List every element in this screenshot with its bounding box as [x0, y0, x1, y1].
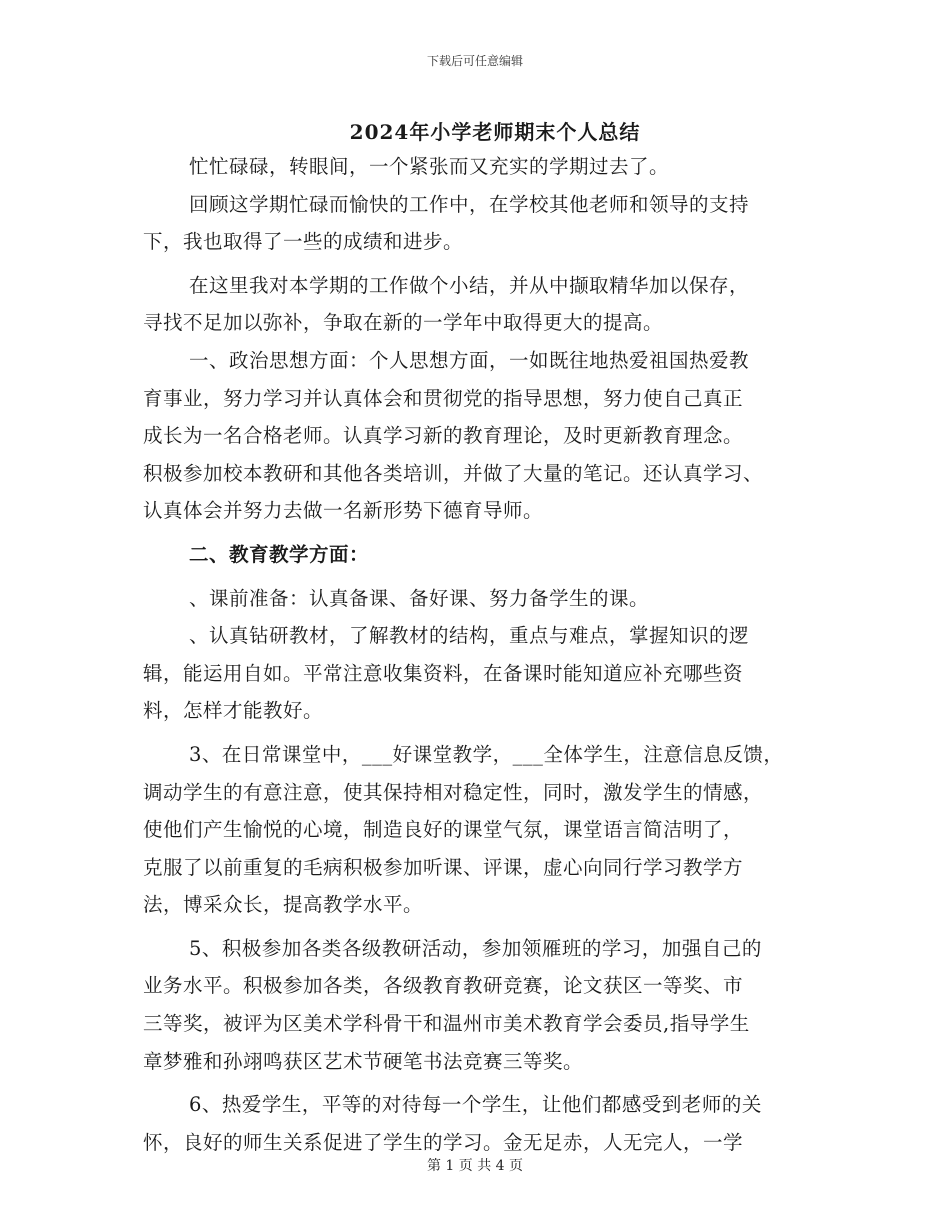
- document-body: [143, 148, 827, 1161]
- paragraph-line: 辑，能运用自如。平常注意收集资料，在备课时能知道应补充哪些资: [143, 661, 744, 685]
- paragraph-line: 料，怎样才能教好。: [143, 699, 324, 723]
- document-title: 2024年小学老师期末个人总结: [349, 120, 641, 144]
- paragraph-line: 、认真钻研教材，了解教材的结构，重点与难点，掌握知识的逻: [189, 624, 750, 648]
- paragraph-line: 克服了以前重复的毛病积极参加听课、评课，虚心向同行学习教学方: [143, 855, 744, 879]
- paragraph-line: 5、积极参加各类各级教研活动，参加领雁班的学习，加强自己的: [189, 936, 762, 960]
- paragraph-line: 业务水平。积极参加各类，各级教育教研竞赛，论文获区一等奖、市: [143, 974, 744, 998]
- paragraph-line: 3、在日常课堂中，___好课堂教学，___全体学生，注意信息反馈，: [189, 742, 784, 766]
- paragraph-line: 成长为一名合格老师。认真学习新的教育理论，及时更新教育理念。: [143, 424, 744, 448]
- paragraph-line: 认真体会并努力去做一名新形势下德育导师。: [143, 499, 544, 523]
- paragraph-line: 回顾这学期忙碌而愉快的工作中，在学校其他老师和领导的支持: [189, 192, 750, 216]
- paragraph-line: 在这里我对本学期的工作做个小结，并从中撷取精华加以保存，: [189, 273, 750, 297]
- paragraph-line: 调动学生的有意注意，使其保持相对稳定性，同时，激发学生的情感，: [143, 780, 764, 804]
- paragraph-line: 一、政治思想方面：个人思想方面，一如既往地热爱祖国热爱教: [189, 348, 750, 372]
- paragraph-line: 积极参加校本教研和其他各类培训，并做了大量的笔记。还认真学习、: [143, 461, 764, 485]
- paragraph-line: 寻找不足加以弥补，争取在新的一学年中取得更大的提高。: [143, 311, 664, 335]
- paragraph-line: 使他们产生愉悦的心境，制造良好的课堂气氛，课堂语言简洁明了，: [143, 818, 744, 842]
- paragraph-line: 忙忙碌碌，转眼间，一个紧张而又充实的学期过去了。: [189, 155, 670, 178]
- paragraph-line: 6、热爱学生，平等的对待每一个学生，让他们都感受到老师的关: [189, 1093, 762, 1117]
- page-header: 下载后可任意编辑: [426, 54, 523, 68]
- paragraph-line: 怀，良好的师生关系促进了学生的学习。金无足赤，人无完人，一学: [143, 1130, 744, 1154]
- section-heading: 二、教育教学方面：: [189, 542, 370, 566]
- paragraph-line: 法，博采众长，提高教学水平。: [143, 893, 424, 917]
- paragraph-line: 章梦雅和孙翊鸣获区艺术节硬笔书法竞赛三等奖。: [143, 1049, 584, 1073]
- page-footer: 第 1 页 共 4 页: [426, 1158, 524, 1174]
- paragraph-line: 育事业，努力学习并认真体会和贯彻党的指导思想，努力使自己真正: [143, 386, 744, 410]
- paragraph-line: 下，我也取得了一些的成绩和进步。: [143, 230, 464, 254]
- paragraph-line: 、课前准备：认真备课、备好课、努力备学生的课。: [189, 586, 650, 610]
- paragraph-line: 三等奖，被评为区美术学科骨干和温州市美术教育学会委员,指导学生: [143, 1012, 750, 1036]
